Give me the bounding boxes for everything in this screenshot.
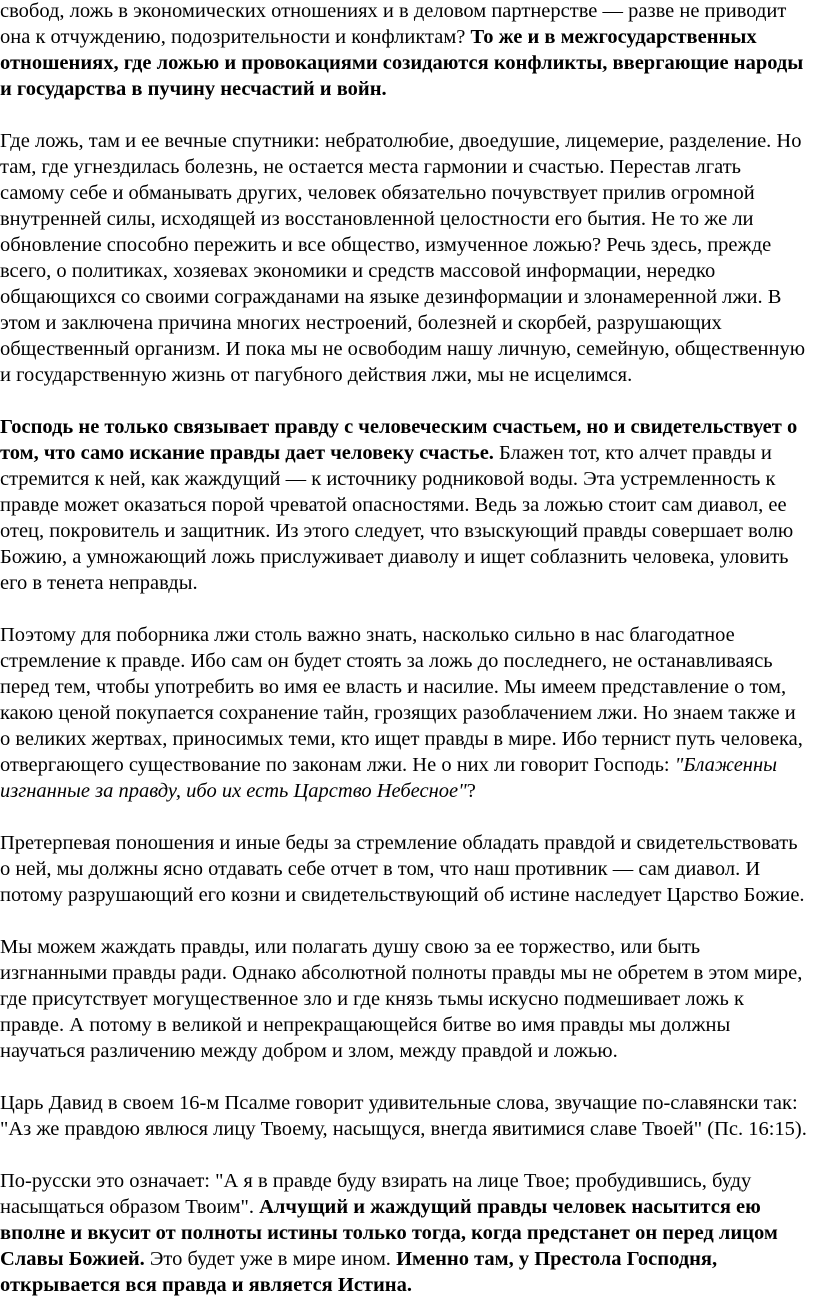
paragraph-6-segment-1: Мы можем жаждать правды, или полагать душу свою за ее торжество, или быть изгнанными правды ради. Однако абсолютной полноты правды мы не обретем в этом мире, где присутствует могущественное зло и где князь тьмы искусно подмешивает ложь к правде. А потому в великой и непрекращающейся битве во имя правды мы должны научаться различению между добром и злом, между правдой и ложью. bbox=[0, 936, 803, 1062]
paragraph-8-segment-4-bold: Именно там, у Престола Господня, открывается вся правда и является Истина. bbox=[0, 1248, 718, 1296]
paragraph-8-segment-2-bold: Алчущий и жаждущий правды человек насытится ею вполне и вкусит от полноты истины только тогда, когда предстанет он перед лицом Славы Божией. bbox=[0, 1196, 778, 1270]
paragraph-8-segment-3: Это будет уже в мире ином. bbox=[144, 1248, 397, 1270]
paragraph-5 bbox=[0, 830, 808, 908]
paragraph-4 bbox=[0, 622, 808, 804]
paragraph-1-segment-2-bold: То же и в межгосударственных отношениях, где ложью и провокациями созидаются конфликты, ввергающие народы и государства в пучину несчастий и войн. bbox=[0, 26, 804, 100]
paragraph-5-segment-1: Претерпевая поношения и иные беды за стремление обладать правдой и свидетельствовать о ней, мы должны ясно отдавать себе отчет в том, что наш противник — сам диавол. И потому разрушающий его козни и свидетельствующий об истине наследует Царство Божие. bbox=[0, 832, 805, 906]
paragraph-6 bbox=[0, 934, 808, 1064]
paragraph-8 bbox=[0, 1168, 808, 1298]
paragraph-8-segment-1: По-русски это означает: "А я в правде буду взирать на лице Твое; пробудившись, буду насыщаться образом Твоим". bbox=[0, 1170, 752, 1218]
paragraph-3 bbox=[0, 414, 808, 596]
paragraph-2-segment-1: Где ложь, там и ее вечные спутники: небратолюбие, двоедушие, лицемерие, разделение. Но там, где угнездилась болезнь, не остается места гармонии и счастью. Перестав лгать самому себе и обманывать других, человек обязательно почувствует прилив огромной внутренней силы, исходящей из восстановленной целостности его бытия. Не то же ли обновление способно пережить и все общество, измученное ложью? Речь здесь, прежде всего, о политиках, хозяевах экономики и средств массовой информации, нередко общающихся со своими согражданами на языке дезинформации и злонамеренной лжи. В этом и заключена причина многих нестроений, болезней и скорбей, разрушающих общественный организм. И пока мы не освободим нашу личную, семейную, общественную и государственную жизнь от пагубного действия лжи, мы не исцелимся. bbox=[0, 130, 806, 386]
paragraph-4-segment-1: Поэтому для поборника лжи столь важно знать, насколько сильно в нас благодатное стремление к правде. Ибо сам он будет стоять за ложь до последнего, не останавливаясь перед тем, чтобы употребить во имя ее власть и насилие. Мы имеем представление о том, какою ценой покупается сохранение тайн, грозящих разоблачением лжи. Но знаем также и о великих жертвах, приносимых теми, кто ищет правды в мире. Ибо тернист путь человека, отвергающего существование по законам лжи. Не о них ли говорит Господь: bbox=[0, 624, 803, 776]
paragraph-3-segment-2: Блажен тот, кто алчет правды и стремится к ней, как жаждущий — к источнику родниковой воды. Эта устремленность к правде может оказаться порой чреватой опасностями. Ведь за ложью стоит сам диавол, ее отец, покровитель и защитник. Из этого следует, что взыскующий правды совершает волю Божию, а умножающий ложь прислуживает диаволу и ищет соблазнить человека, уловить его в тенета неправды. bbox=[0, 442, 794, 594]
paragraph-3-segment-1-bold: Господь не только связывает правду с человеческим счастьем, но и свидетельствует о том, что само искание правды дает человеку счастье. bbox=[0, 416, 798, 464]
paragraph-1 bbox=[0, 0, 808, 102]
paragraph-7 bbox=[0, 1090, 808, 1142]
paragraph-4-segment-2-italic: "Блаженны изгнанные за правду, ибо их есть Царство Небесное" bbox=[0, 754, 778, 802]
paragraph-7-segment-1: Царь Давид в своем 16-м Псалме говорит удивительные слова, звучащие по-славянски так: "Аз же правдою явлюся лицу Твоему, насыщуся, внегда явитимися славе Твоей" (Пс. 16:15). bbox=[0, 1092, 807, 1140]
paragraph-2 bbox=[0, 128, 808, 388]
paragraph-1-segment-1: свобод, ложь в экономических отношениях и в деловом партнерстве — разве не приводит она к отчуждению, подозрительности и конфликтам? bbox=[0, 0, 787, 48]
paragraph-4-segment-3: ? bbox=[466, 780, 476, 802]
